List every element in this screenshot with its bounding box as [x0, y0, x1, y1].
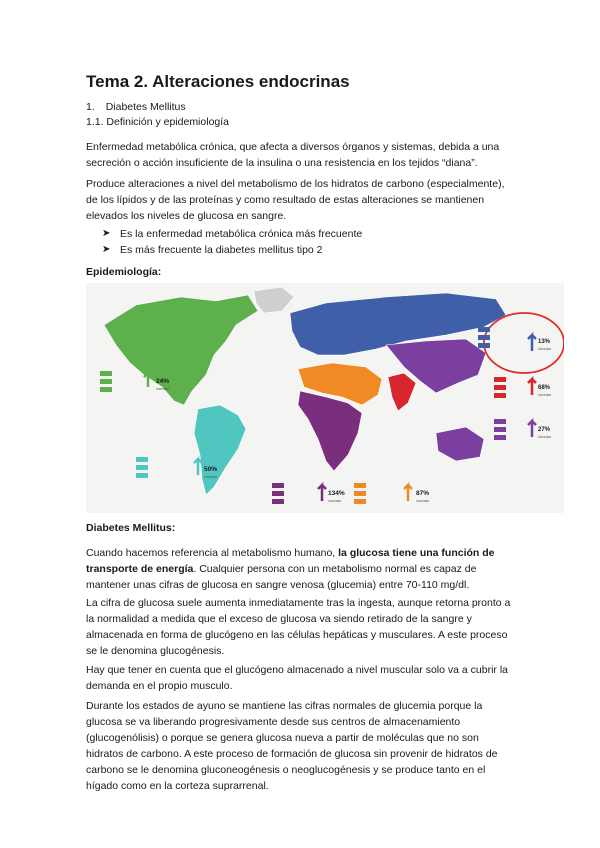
europe-percent: 13% — [538, 339, 551, 345]
arrow-bullet-icon: ➤ — [102, 244, 111, 255]
increase-label: increase — [538, 435, 552, 439]
increase-label: increase — [538, 347, 552, 351]
list-number: 1. — [86, 101, 95, 113]
paragraph-alterations: Produce alteraciones a nivel del metabolismo de los hidratos de carbono (especialmente), de los lípidos y de las proteínas y como resultado de estas alteraciones se mantienen elevados los niveles de glucosa en sangre. — [86, 178, 505, 222]
list-heading-text: Diabetes Mellitus — [105, 101, 186, 113]
paragraph-fasting: Durante los estados de ayuno se mantiene las cifras normales de glucemia porque la glucosa se va liberando progresivamente desde sus centros de almacenamiento (glucogenólisis) o porque se genera glucosa nueva a partir de moléculas que no son hidratos de carbono. A este proceso de formación de glucosa sin provenir de hidratos de carbono se le denomina gluconeogénesis o neoglucogénesis y se produce tanto en el hígado como en la corteza suprarrenal. — [86, 700, 498, 792]
diabetes-mellitus-label: Diabetes Mellitus: — [86, 522, 176, 534]
legend-swatch — [478, 343, 490, 348]
wp-percent: 27% — [538, 427, 551, 433]
na-percent: 24% — [156, 378, 170, 385]
legend-swatch — [478, 327, 490, 332]
legend-swatch — [272, 491, 284, 496]
legend-swatch — [478, 335, 490, 340]
list-heading — [86, 101, 186, 113]
list-item — [102, 226, 362, 242]
legend-swatch — [494, 385, 506, 390]
arrow-bullet-icon: ➤ — [102, 228, 111, 239]
legend-swatch — [272, 483, 284, 488]
legend-swatch — [354, 499, 366, 504]
paragraph-metabolism — [86, 545, 516, 593]
epidemiology-label: Epidemiología: — [86, 266, 162, 278]
legend-swatch — [272, 499, 284, 504]
paragraph-definition: Enfermedad metabólica crónica, que afecta a diversos órganos y sistemas, debida a una secreción o acción insuficiente de la insulina o una resistencia en los tejidos “diana”. — [86, 141, 500, 169]
legend-swatch — [100, 387, 112, 392]
sa-percent: 50% — [204, 466, 218, 473]
increase-label: increase — [416, 499, 430, 503]
legend-swatch — [136, 457, 148, 462]
legend-swatch — [100, 371, 112, 376]
legend-swatch — [136, 465, 148, 470]
legend-swatch — [136, 473, 148, 478]
mena-percent: 87% — [416, 490, 430, 497]
sea-percent: 68% — [538, 385, 551, 391]
page-title: Tema 2. Alteraciones endocrinas — [86, 72, 350, 91]
legend-swatch — [354, 483, 366, 488]
bullet-list — [102, 226, 362, 258]
legend-swatch — [494, 393, 506, 398]
p3-post: . Cualquier persona con un metabolismo normal es capaz de mantener unas cifras de glucosa en sangre venosa (glucemia) entre 70-110 mg/dl. — [86, 563, 477, 591]
p3-bold: la glucosa tiene una función de transporte de energía — [86, 547, 495, 575]
increase-label: increase — [328, 499, 342, 503]
bullet-text: Es más frecuente la diabetes mellitus tipo 2 — [120, 244, 323, 256]
legend-swatch — [494, 377, 506, 382]
bullet-text: Es la enfermedad metabólica crónica más frecuente — [120, 228, 363, 240]
sub-heading: 1.1. Definición y epidemiología — [86, 116, 230, 128]
increase-label: increase — [204, 475, 218, 479]
legend-swatch — [100, 379, 112, 384]
list-item — [102, 242, 362, 258]
p3-pre: Cuando hacemos referencia al metabolismo humano, — [86, 547, 339, 559]
legend-swatch — [494, 427, 506, 432]
increase-label: increase — [538, 393, 552, 397]
paragraph-muscle-glycogen: Hay que tener en cuenta que el glucógeno almacenado a nivel muscular solo va a cubrir la demanda en el propio musculo. — [86, 664, 509, 692]
world-diabetes-map — [86, 283, 564, 513]
legend-swatch — [494, 435, 506, 440]
increase-label: increase — [156, 387, 170, 391]
legend-swatch — [354, 491, 366, 496]
africa-percent: 134% — [328, 490, 345, 497]
paragraph-glucogenesis: La cifra de glucosa suele aumenta inmediatamente tras la ingesta, aunque retorna pronto a la normalidad a medida que el exceso de glucosa va siendo retirado de la sangre y almacenada en forma de glucógeno en las células hepáticas y musculares. A este proceso se le denomina glucogénesis. — [86, 597, 511, 657]
legend-swatch — [494, 419, 506, 424]
